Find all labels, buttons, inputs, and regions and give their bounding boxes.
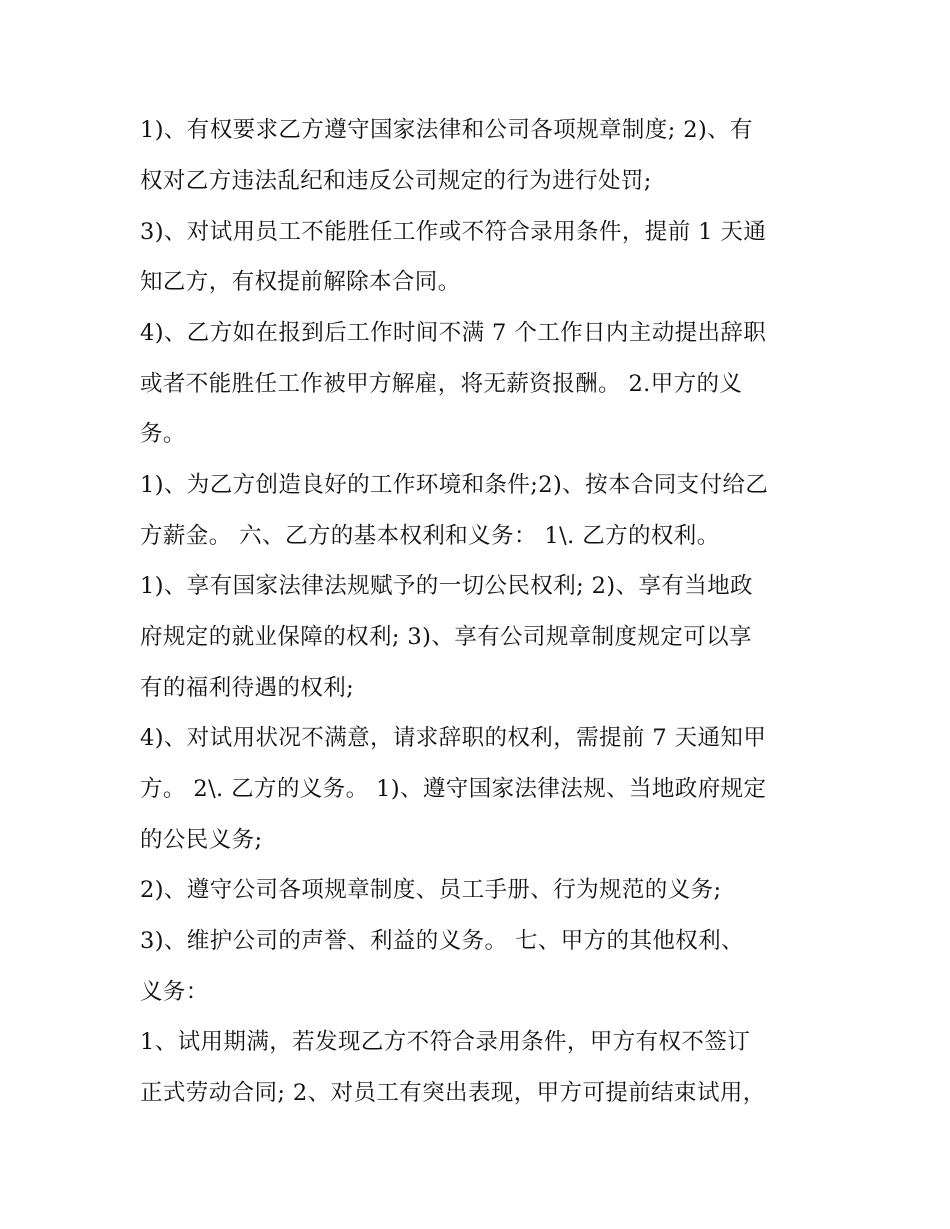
text-line: 方。 2\. 乙方的义务。 1)、遵守国家法律法规、当地政府规定 bbox=[140, 776, 767, 802]
text-line: 1)、为乙方创造良好的工作环境和条件;2)、按本合同支付给乙 bbox=[140, 472, 769, 498]
text-line: 府规定的就业保障的权利; 3)、享有公司规章制度规定可以享 bbox=[140, 624, 752, 650]
text-line: 知乙方，有权提前解除本合同。 bbox=[140, 269, 461, 295]
text-line: 方薪金。 六、乙方的基本权利和义务： 1\. 乙方的权利。 bbox=[140, 523, 720, 549]
text-line: 3)、维护公司的声誉、利益的义务。 七、甲方的其他权利、 bbox=[140, 928, 744, 954]
text-line: 2)、遵守公司各项规章制度、员工手册、行为规范的义务; bbox=[140, 877, 722, 903]
text-line: 的公民义务; bbox=[140, 827, 263, 853]
text-line: 1、试用期满，若发现乙方不符合录用条件，甲方有权不签订 bbox=[140, 1029, 751, 1055]
text-line: 务。 bbox=[140, 421, 186, 447]
text-line: 有的福利待遇的权利; bbox=[140, 675, 355, 701]
text-line: 4)、乙方如在报到后工作时间不满 7 个工作日内主动提出辞职 bbox=[140, 320, 767, 346]
text-line: 4)、对试用状况不满意，请求辞职的权利，需提前 7 天通知甲 bbox=[140, 725, 767, 751]
text-line: 3)、对试用员工不能胜任工作或不符合录用条件，提前 1 天通 bbox=[140, 219, 767, 245]
text-line: 1)、有权要求乙方遵守国家法律和公司各项规章制度; 2)、有 bbox=[140, 117, 753, 143]
text-line: 义务： bbox=[140, 979, 209, 1005]
text-line: 权对乙方违法乱纪和违反公司规定的行为进行处罚; bbox=[140, 168, 652, 194]
text-line: 或者不能胜任工作被甲方解雇，将无薪资报酬。 2.甲方的义 bbox=[140, 371, 743, 397]
text-line: 1)、享有国家法律法规赋予的一切公民权利; 2)、享有当地政 bbox=[140, 573, 753, 599]
text-line: 正式劳动合同; 2、对员工有突出表现，甲方可提前结束试用， bbox=[140, 1080, 766, 1106]
